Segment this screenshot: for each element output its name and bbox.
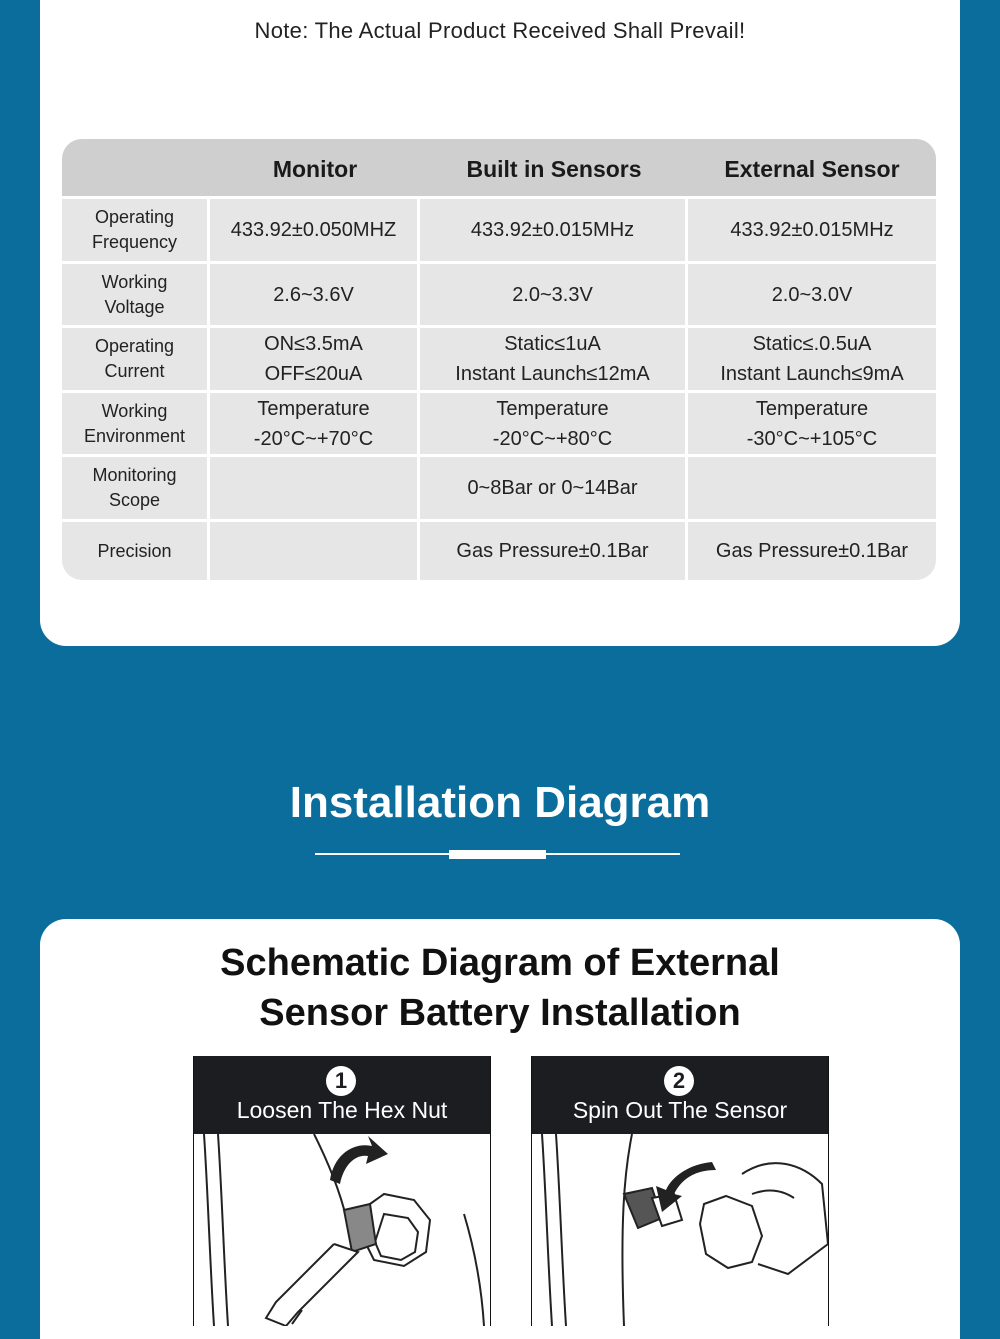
cell-line: 2.0~3.3V bbox=[512, 283, 593, 306]
step-1-header bbox=[194, 1056, 490, 1134]
table-cell bbox=[688, 328, 936, 390]
column-divider bbox=[685, 196, 688, 580]
cell-line: Temperature bbox=[257, 397, 370, 420]
cell-line: -20°C~+70°C bbox=[253, 427, 374, 450]
cell-line: Instant Launch≤9mA bbox=[720, 363, 904, 385]
cell-line: Temperature bbox=[496, 397, 609, 420]
table-cell bbox=[210, 328, 417, 390]
cell-line: Static≤1uA bbox=[504, 333, 601, 355]
cell-line: Temperature bbox=[755, 397, 869, 420]
cell-line: ON≤3.5mA bbox=[264, 333, 363, 355]
column-divider bbox=[207, 196, 210, 580]
cell-line: Gas Pressure±0.1Bar bbox=[715, 540, 909, 562]
header-external-sensor: External Sensor bbox=[724, 156, 900, 182]
table-header-row bbox=[62, 139, 936, 196]
table-cell bbox=[688, 264, 936, 325]
schematic-title-line1: Schematic Diagram of External bbox=[220, 942, 780, 984]
step-2-label: Spin Out The Sensor bbox=[572, 1097, 788, 1123]
cell-line: Frequency bbox=[91, 232, 178, 252]
cell-line: 0~8Bar or 0~14Bar bbox=[467, 477, 638, 499]
row-label-cell bbox=[62, 393, 207, 454]
cell-line: Precision bbox=[97, 540, 172, 561]
cell-line: Working bbox=[101, 271, 168, 292]
table-cell bbox=[210, 457, 417, 519]
table-cell bbox=[420, 522, 685, 580]
table-cell bbox=[420, 393, 685, 454]
row-label-cell bbox=[62, 264, 207, 325]
table-cell bbox=[210, 393, 417, 454]
schematic-title bbox=[0, 938, 1000, 1038]
table-cell bbox=[420, 264, 685, 325]
cell-line: -20°C~+80°C bbox=[492, 427, 613, 450]
step-2-number: 2 bbox=[664, 1066, 694, 1096]
cell-line: Working bbox=[101, 400, 168, 421]
table-cell bbox=[688, 393, 936, 454]
step-1-label: Loosen The Hex Nut bbox=[236, 1097, 448, 1123]
cell-line: Operating bbox=[94, 336, 175, 356]
hand-unscrew-sensor-icon bbox=[532, 1134, 828, 1326]
row-label-cell bbox=[62, 199, 207, 261]
cell-line: Operating bbox=[94, 207, 175, 227]
wrench-loosen-nut-icon bbox=[194, 1134, 490, 1326]
table-cell bbox=[688, 457, 936, 519]
step-2-panel bbox=[531, 1056, 829, 1326]
step-1-number: 1 bbox=[326, 1066, 356, 1096]
cell-line: Environment bbox=[83, 425, 186, 446]
row-label-cell bbox=[62, 457, 207, 519]
header-built-in-sensors: Built in Sensors bbox=[466, 156, 642, 182]
table-cell bbox=[688, 522, 936, 580]
table-cell bbox=[210, 264, 417, 325]
table-cell bbox=[420, 328, 685, 390]
cell-line: Static≤.0.5uA bbox=[752, 333, 872, 355]
step-2-header bbox=[532, 1056, 828, 1134]
cell-line: Gas Pressure±0.1Bar bbox=[456, 540, 649, 562]
cell-line: 433.92±0.015MHz bbox=[730, 219, 894, 241]
step-1-panel bbox=[193, 1056, 491, 1326]
table-cell bbox=[420, 457, 685, 519]
cell-line: Current bbox=[104, 361, 165, 381]
cell-line: 433.92±0.015MHz bbox=[470, 219, 635, 241]
column-divider bbox=[417, 196, 420, 580]
row-label-cell bbox=[62, 328, 207, 390]
cell-line: -30°C~+105°C bbox=[746, 427, 878, 450]
table-cell bbox=[420, 199, 685, 261]
product-note: Note: The Actual Product Received Shall Prevail! bbox=[254, 18, 746, 43]
cell-line: Monitoring bbox=[92, 465, 177, 485]
installation-diagram-title: Installation Diagram bbox=[289, 778, 711, 827]
title-underline-accent bbox=[449, 850, 546, 859]
table-cell bbox=[688, 199, 936, 261]
cell-line: Instant Launch≤12mA bbox=[455, 363, 650, 385]
cell-line: Voltage bbox=[104, 296, 165, 317]
table-cell bbox=[210, 522, 417, 580]
table-cell bbox=[210, 199, 417, 261]
cell-line: Scope bbox=[108, 490, 161, 510]
header-monitor: Monitor bbox=[272, 156, 358, 182]
cell-line: 2.6~3.6V bbox=[273, 283, 354, 306]
row-label-cell bbox=[62, 522, 207, 580]
spec-table bbox=[62, 139, 936, 580]
cell-line: 2.0~3.0V bbox=[771, 283, 853, 306]
cell-line: OFF≤20uA bbox=[264, 363, 363, 385]
schematic-title-line2: Sensor Battery Installation bbox=[259, 992, 741, 1034]
cell-line: 433.92±0.050MHZ bbox=[230, 219, 397, 241]
